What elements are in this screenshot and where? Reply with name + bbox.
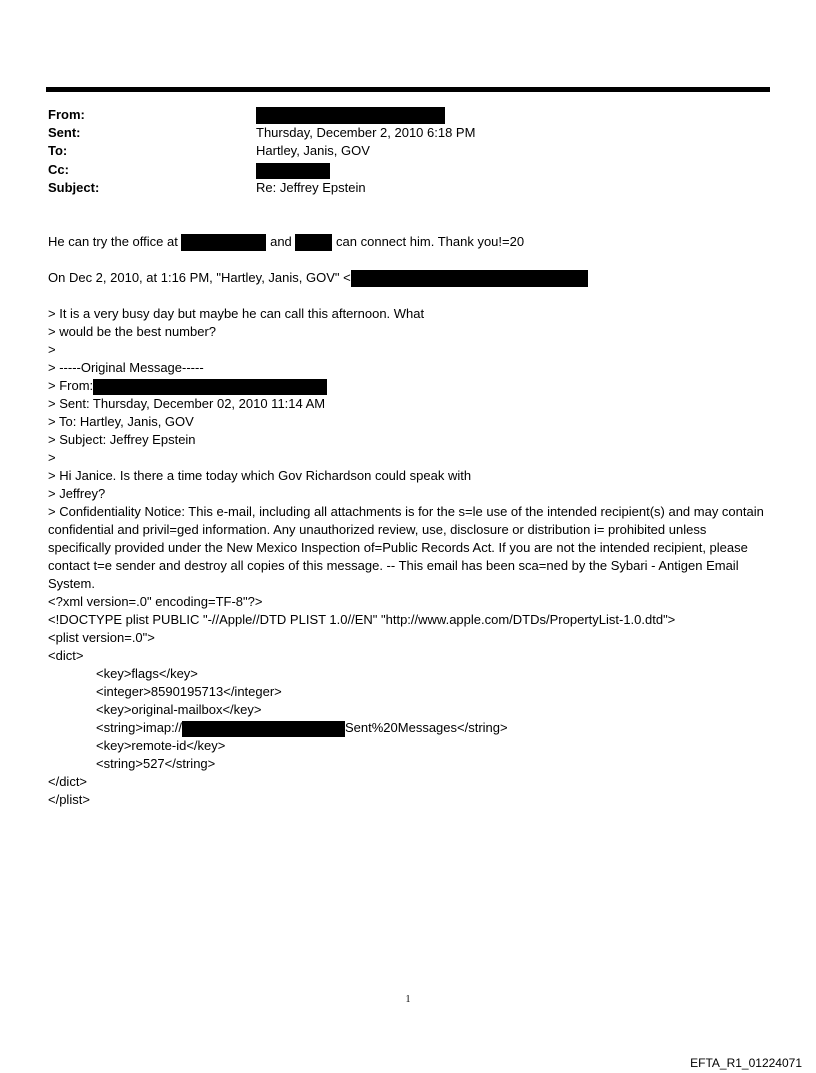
string-remote-id: <string>527</string> <box>96 756 216 771</box>
doctype-line: <!DOCTYPE plist PUBLIC "-//Apple//DTD PLIST 1.0//EN" "http://www.apple.com/DTDs/PropertyList-1.0.dtd"> <box>48 612 676 627</box>
redaction-box <box>295 234 332 251</box>
xml-declaration: <?xml version=.0" encoding=TF-8"?> <box>48 594 263 609</box>
subject-label: Subject: <box>48 180 100 195</box>
sent-value: Thursday, December 2, 2010 6:18 PM <box>256 125 476 140</box>
quoted-line: > -----Original Message----- <box>48 360 204 375</box>
from-label: From: <box>48 107 85 122</box>
redaction-box <box>351 270 588 287</box>
from-value <box>256 106 445 124</box>
quoted-line: > <box>48 342 56 357</box>
cc-label: Cc: <box>48 162 69 177</box>
reply-text-3: can connect him. Thank you!=20 <box>336 234 525 249</box>
document-id: EFTA_R1_01224071 <box>690 1056 802 1070</box>
header-sent-row <box>48 124 748 142</box>
cc-value <box>256 161 330 179</box>
to-label: To: <box>48 143 68 158</box>
quoted-line: > To: Hartley, Janis, GOV <box>48 414 194 429</box>
reply-line <box>48 233 768 251</box>
redaction-box <box>93 379 327 395</box>
on-date-line <box>48 269 768 287</box>
quoted-line: > Subject: Jeffrey Epstein <box>48 432 196 447</box>
redaction-box <box>182 721 345 737</box>
quoted-line: > <box>48 450 56 465</box>
plist-close: </plist> <box>48 792 90 807</box>
quoted-line: > Jeffrey? <box>48 486 106 501</box>
integer-flags: <integer>8590195713</integer> <box>96 684 282 699</box>
string-imap-start: <string>imap:// <box>96 720 182 735</box>
header-from-row <box>48 106 748 124</box>
redaction-box <box>256 107 445 124</box>
key-remote-id: <key>remote-id</key> <box>96 738 226 753</box>
string-imap-end: Sent%20Messages</string> <box>345 720 508 735</box>
quoted-line: > Hi Janice. Is there a time today which Gov Richardson could speak with <box>48 468 472 483</box>
quoted-from-line <box>48 377 768 395</box>
key-mailbox: <key>original-mailbox</key> <box>96 702 262 717</box>
on-date-text: On Dec 2, 2010, at 1:16 PM, "Hartley, Janis, GOV" < <box>48 270 351 285</box>
sent-label: Sent: <box>48 125 81 140</box>
dict-close: </dict> <box>48 774 88 789</box>
reply-text-1: He can try the office at <box>48 234 178 249</box>
quoted-from-label: > From: <box>48 378 94 393</box>
redaction-box <box>256 163 330 179</box>
dict-open: <dict> <box>48 648 84 663</box>
header-subject-row <box>48 179 748 197</box>
quoted-line: > Sent: Thursday, December 02, 2010 11:14 AM <box>48 396 326 411</box>
string-imap-line <box>96 719 816 737</box>
page-number: 1 <box>405 994 411 1005</box>
to-value: Hartley, Janis, GOV <box>256 143 370 158</box>
quoted-line: > It is a very busy day but maybe he can call this afternoon. What <box>48 306 425 321</box>
quoted-line: > would be the best number? <box>48 324 217 339</box>
reply-text-2: and <box>270 234 292 249</box>
header-cc-row <box>48 161 748 179</box>
key-flags: <key>flags</key> <box>96 666 198 681</box>
redaction-box <box>181 234 266 251</box>
header-to-row <box>48 142 748 160</box>
confidentiality-notice: > Confidentiality Notice: This e-mail, including all attachments is for the s=le use of the intended recipient(s) and may contain confidential and privil=ged information. Any unauthorized review, use, disclosure or distribution i= prohibited unless specifically provided under the New Mexico Inspection of=Public Records Act. If you are not the intended recipient, please contact t=e sender and destroy all copies of this message. -- This email has been sca=ned by the Sybari - Antigen Email System. <box>48 504 764 591</box>
top-rule <box>46 87 770 92</box>
plist-open: <plist version=.0"> <box>48 630 155 645</box>
subject-value: Re: Jeffrey Epstein <box>256 180 366 195</box>
